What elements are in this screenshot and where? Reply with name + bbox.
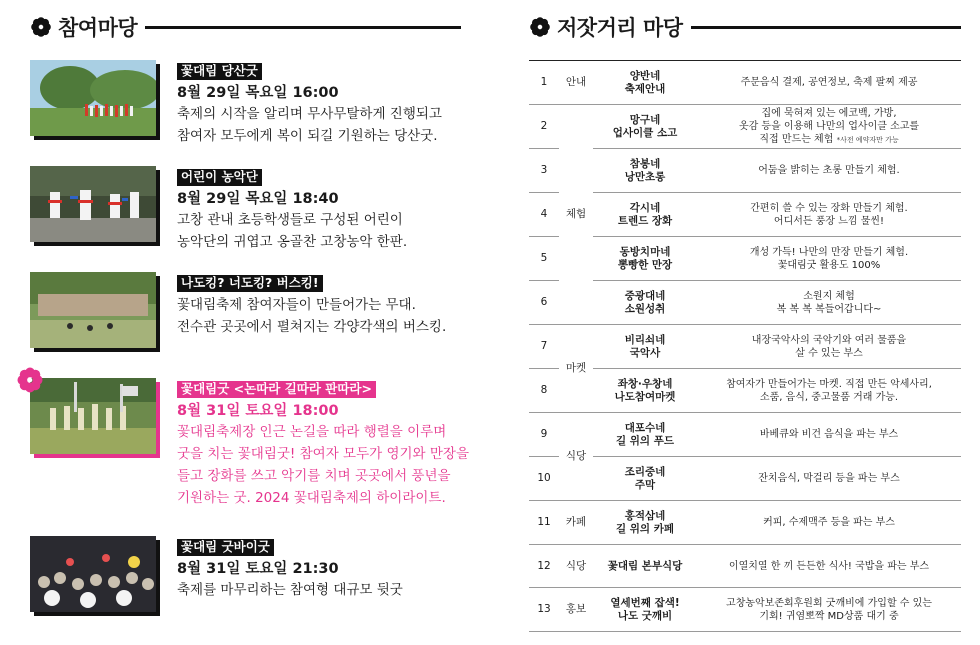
event-date: 8월 31일 토요일 18:00 (177, 403, 339, 419)
event-date: 8월 31일 토요일 21:30 (177, 561, 339, 577)
row-category: 마켓 (559, 325, 593, 413)
event-item-highlight (30, 378, 469, 509)
row-desc: 개성 가득! 나만의 만장 만들기 체험. 꽃대림굿 활용도 100% (697, 237, 961, 281)
row-name: 좌창·우창네 나도참여마켓 (593, 369, 697, 413)
table-row (529, 501, 961, 545)
event-desc-line: 축제의 시작을 알리며 무사무탈하게 진행되고 (177, 106, 442, 122)
table-row (529, 545, 961, 588)
event-desc-line: 참여자 모두에게 복이 되길 기원하는 당산굿. (177, 128, 438, 144)
section-title: 참여마당 (58, 16, 138, 40)
row-desc: 고창농악보존회후원회 굿깨비에 가입할 수 있는 기회! 귀염뽀짝 MD상품 대기 중 (697, 588, 961, 632)
row-number: 9 (529, 413, 559, 457)
row-category: 식당 (559, 545, 593, 588)
event-desc-line: 고창 관내 초등학생들로 구성된 어린이 (177, 212, 403, 228)
row-desc: 바베큐와 비건 음식을 파는 부스 (697, 413, 961, 457)
photo-image (30, 60, 156, 136)
event-item (30, 536, 403, 612)
row-desc: 이열치열 한 끼 든든한 식사! 국밥을 파는 부스 (697, 545, 961, 588)
row-desc: 잔치음식, 막걸리 등을 파는 부스 (697, 457, 961, 501)
row-desc: 커피, 수제맥주 등을 파는 부스 (697, 501, 961, 545)
event-tag: 나도킹? 너도킹? 버스킹! (177, 275, 323, 292)
flower-icon (30, 16, 52, 38)
row-name: 각시네 트렌드 장화 (593, 193, 697, 237)
event-desc-line: 굿을 치는 꽃대림굿! 참여자 모두가 영기와 만장을 (177, 446, 469, 462)
row-number: 3 (529, 149, 559, 193)
row-name: 비리쇠네 국악사 (593, 325, 697, 369)
row-desc: 집에 묵혀져 있는 에코백, 가방, 옷감 등을 이용해 나만의 업사이클 소고를 직접 만드는 체험 *사전 예약자만 가능 (697, 105, 961, 149)
row-number: 2 (529, 105, 559, 149)
table-row (529, 588, 961, 632)
table-row (529, 193, 961, 237)
row-name: 조리중네 주막 (593, 457, 697, 501)
event-photo (30, 166, 156, 242)
photo-image (30, 272, 156, 348)
street-market-table (529, 60, 961, 632)
row-desc: 간편히 쓸 수 있는 장화 만들기 체험. 어디서든 풍장 느낌 물씬! (697, 193, 961, 237)
event-desc-line: 꽃대림축제 참여자들이 만들어가는 무대. (177, 297, 416, 313)
table-row (529, 149, 961, 193)
row-name: 양반네 축제안내 (593, 61, 697, 105)
table-row (529, 457, 961, 501)
event-desc-line: 들고 장화를 쓰고 악기를 치며 곳곳에서 풍년을 (177, 468, 451, 484)
row-number: 13 (529, 588, 559, 632)
event-desc-line: 꽃대림축제장 인근 논길을 따라 행렬을 이루며 (177, 424, 447, 440)
row-category: 카페 (559, 501, 593, 545)
event-photo (30, 536, 156, 612)
flower-icon (529, 16, 551, 38)
event-desc-line: 축제를 마무리하는 참여형 대규모 뒷굿 (177, 582, 403, 598)
row-name: 열세번째 잡색! 나도 굿깨비 (593, 588, 697, 632)
row-name: 홍적삼네 길 위의 카페 (593, 501, 697, 545)
event-tag: 꽃대림굿 <논따라 길따라 판따라> (177, 381, 376, 398)
row-number: 5 (529, 237, 559, 281)
row-number: 8 (529, 369, 559, 413)
event-desc-line: 전수관 곳곳에서 펼쳐지는 각양각색의 버스킹. (177, 319, 447, 335)
event-photo (30, 378, 156, 454)
row-category: 홍보 (559, 588, 593, 632)
table-row (529, 237, 961, 281)
event-item (30, 272, 446, 348)
row-desc: 주문음식 결제, 공연정보, 축제 팔찌 제공 (697, 61, 961, 105)
row-name: 망구네 업사이클 소고 (593, 105, 697, 149)
photo-image (30, 378, 156, 454)
row-desc: 내장국악사의 국악기와 여러 물품을 살 수 있는 부스 (697, 325, 961, 369)
title-rule (691, 26, 961, 29)
row-number: 7 (529, 325, 559, 369)
row-name: 꽃대림 본부식당 (593, 545, 697, 588)
event-tag: 어린이 농악단 (177, 169, 262, 186)
table-row (529, 325, 961, 369)
row-name: 동방치마네 뽕빵한 만장 (593, 237, 697, 281)
event-tag: 꽃대림 굿바이굿 (177, 539, 274, 556)
row-desc: 어둠을 밝히는 초롱 만들기 체험. (697, 149, 961, 193)
event-date: 8월 29일 목요일 16:00 (177, 85, 339, 101)
event-desc-line: 농악단의 귀엽고 옹골찬 고창농악 한판. (177, 234, 408, 250)
event-date: 8월 29일 목요일 18:40 (177, 191, 339, 207)
event-photo (30, 60, 156, 136)
section-title: 저잣거리 마당 (557, 16, 683, 40)
row-number: 6 (529, 281, 559, 325)
row-category: 체험 (559, 105, 593, 325)
table-row (529, 61, 961, 105)
row-number: 4 (529, 193, 559, 237)
row-desc: 참여자가 만들어가는 마켓. 직접 만든 악세사리, 소품, 음식, 중고물품 거래 가능. (697, 369, 961, 413)
table-row (529, 369, 961, 413)
event-tag: 꽃대림 당산굿 (177, 63, 262, 80)
row-name: 대포수네 길 위의 푸드 (593, 413, 697, 457)
row-number: 11 (529, 501, 559, 545)
event-desc-line: 기원하는 굿. 2024 꽃대림축제의 하이라이트. (177, 490, 446, 506)
table-row (529, 105, 961, 149)
title-rule (145, 26, 461, 29)
photo-image (30, 536, 156, 612)
table-row (529, 281, 961, 325)
left-section-header (30, 12, 461, 42)
row-number: 1 (529, 61, 559, 105)
right-section-header (529, 12, 961, 42)
event-item (30, 60, 442, 147)
row-category: 식당 (559, 413, 593, 501)
row-category: 안내 (559, 61, 593, 105)
table-row (529, 413, 961, 457)
row-desc: 소원지 체험 복 복 복 복들어갑니다~ (697, 281, 961, 325)
row-name: 중광대네 소원성취 (593, 281, 697, 325)
row-number: 10 (529, 457, 559, 501)
flower-icon (16, 366, 44, 394)
row-number: 12 (529, 545, 559, 588)
event-item (30, 166, 407, 253)
reservation-note: *사전 예약자만 가능 (836, 135, 899, 144)
event-photo (30, 272, 156, 348)
photo-image (30, 166, 156, 242)
row-name: 참봉네 낭만초롱 (593, 149, 697, 193)
